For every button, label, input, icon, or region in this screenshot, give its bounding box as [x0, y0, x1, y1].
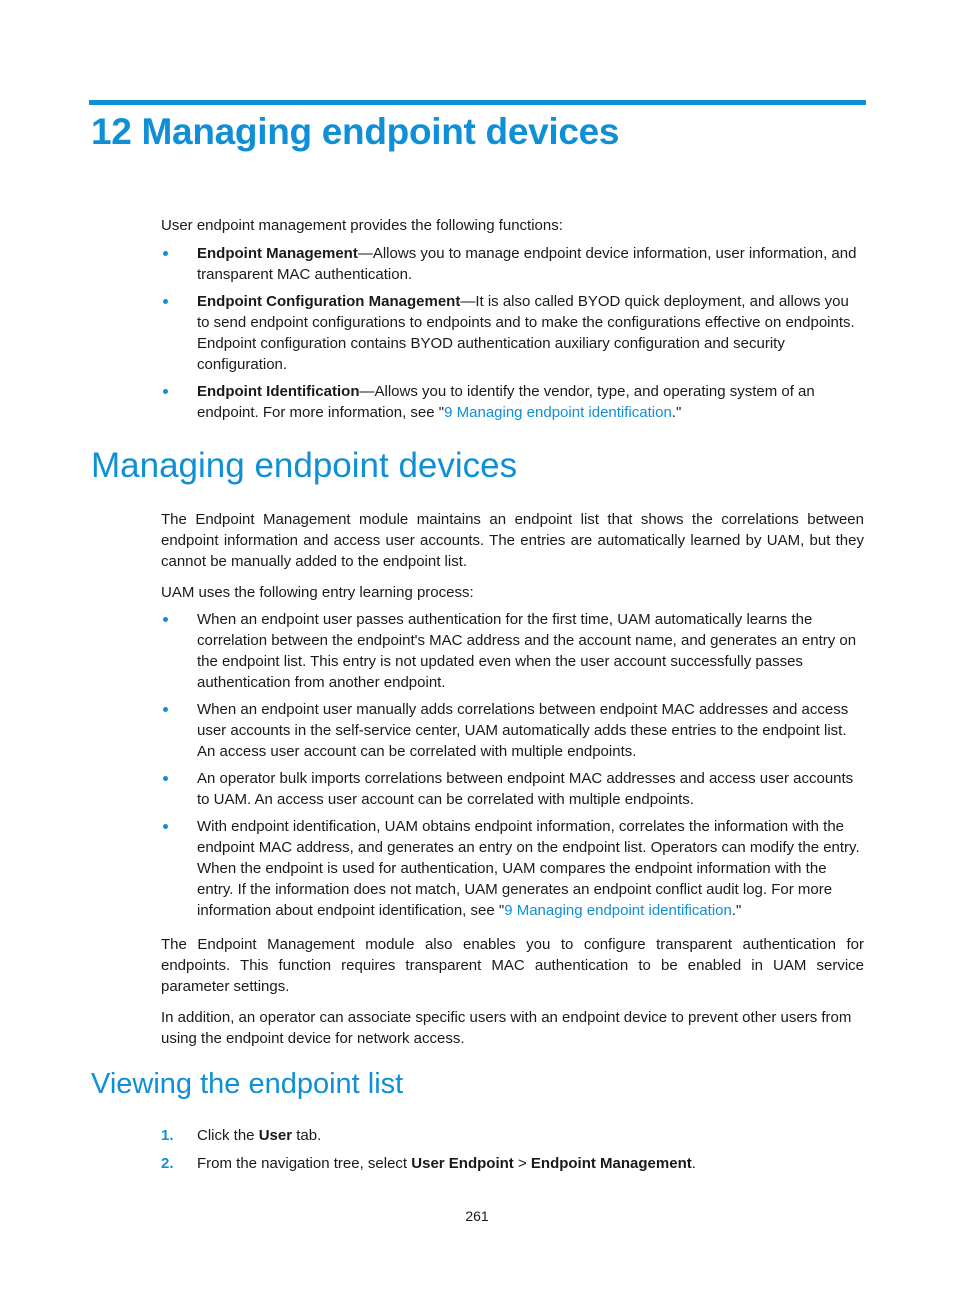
step-number: 1.	[161, 1127, 174, 1144]
bullet-icon	[163, 251, 168, 256]
list-item	[161, 816, 864, 921]
bullet-icon	[163, 707, 168, 712]
cross-reference-link[interactable]: 9 Managing endpoint identification	[504, 902, 732, 919]
bullet-icon	[163, 617, 168, 622]
bullet-icon	[163, 389, 168, 394]
list-item	[161, 609, 864, 693]
item-text: With endpoint identification, UAM obtains endpoint information, correlates the information with the endpoint MAC address, and generates an entry on the endpoint list. Operators can modify the entry. When the endpoint is used for authentication, UAM compares the endpoint information with the entry. If the information does not match, UAM generates an endpoint conflict audit log. For more information about endpoint identification, see "	[197, 818, 860, 919]
bullet-icon	[163, 299, 168, 304]
ui-term: User Endpoint	[411, 1155, 514, 1172]
step-item	[161, 1125, 864, 1146]
item-text: When an endpoint user passes authentication for the first time, UAM automatically learns the correlation between the endpoint's MAC address and the account name, and generates an entry on the endpoint list. This entry is not updated even when the user account successfully passes authentication from another endpoint.	[197, 611, 857, 691]
subsection-title: Viewing the endpoint list	[91, 1068, 404, 1100]
bullet-icon	[163, 824, 168, 829]
bullet-icon	[163, 776, 168, 781]
intro-lead: User endpoint management provides the following functions:	[161, 217, 563, 234]
term: Endpoint Management	[197, 245, 358, 262]
step-text: .	[691, 1155, 696, 1172]
section-title: Managing endpoint devices	[91, 446, 518, 485]
list-item	[161, 291, 864, 375]
item-text: —Allows you to identify the vendor, type, and operating system of an endpoint. For more information, see "	[197, 383, 815, 421]
item-text: When an endpoint user manually adds correlations between endpoint MAC addresses and access user accounts in the self-service center, UAM automatically adds these entries to the endpoint list. An access user account can be correlated with multiple endpoints.	[197, 701, 849, 760]
page-number: 261	[465, 1208, 489, 1224]
learning-process-list	[161, 609, 864, 927]
item-text-after: ."	[731, 902, 742, 919]
step-item	[161, 1153, 864, 1174]
list-item	[161, 699, 864, 762]
list-item	[161, 768, 864, 810]
section-paragraph: UAM uses the following entry learning process:	[161, 584, 474, 601]
list-item	[161, 381, 864, 423]
section-paragraph: The Endpoint Management module also enables you to configure transparent authentication for endpoints. This function requires transparent MAC authentication to be enabled in UAM service parameter settings.	[161, 936, 864, 995]
ui-term: Endpoint Management	[530, 1155, 692, 1172]
section-paragraph: The Endpoint Management module maintains an endpoint list that shows the correlations between endpoint information and access user accounts. The entries are automatically learned by UAM, but they cannot be manually added to the endpoint list.	[161, 511, 864, 570]
step-text: Click the	[197, 1127, 259, 1144]
procedure-steps	[161, 1125, 864, 1181]
cross-reference-link[interactable]: 9 Managing endpoint identification	[444, 404, 672, 421]
section-paragraph: In addition, an operator can associate specific users with an endpoint device to prevent other users from using the endpoint device for network access.	[161, 1009, 852, 1047]
chapter-title: 12 Managing endpoint devices	[91, 111, 620, 152]
item-text: —Allows you to manage endpoint device information, user information, and transparent MAC authentication.	[197, 245, 857, 283]
ui-term: User	[258, 1127, 293, 1144]
item-text: —It is also called BYOD quick deployment, and allows you to send endpoint configurations to endpoints and to make the configurations effective on endpoints. Endpoint configuration contains BYOD authentication auxiliary configuration and security configuration.	[197, 293, 855, 373]
list-item	[161, 243, 864, 285]
step-number: 2.	[161, 1155, 174, 1172]
step-text: From the navigation tree, select	[197, 1155, 412, 1172]
term: Endpoint Configuration Management	[197, 293, 461, 310]
step-text: tab.	[292, 1127, 322, 1144]
chapter-rule	[89, 100, 866, 105]
item-text: An operator bulk imports correlations between endpoint MAC addresses and access user accounts to UAM. An access user account can be correlated with multiple endpoints.	[197, 770, 854, 808]
step-text: >	[513, 1155, 531, 1172]
term: Endpoint Identification	[197, 383, 360, 400]
item-text-after: ."	[671, 404, 682, 421]
intro-function-list	[161, 243, 864, 429]
